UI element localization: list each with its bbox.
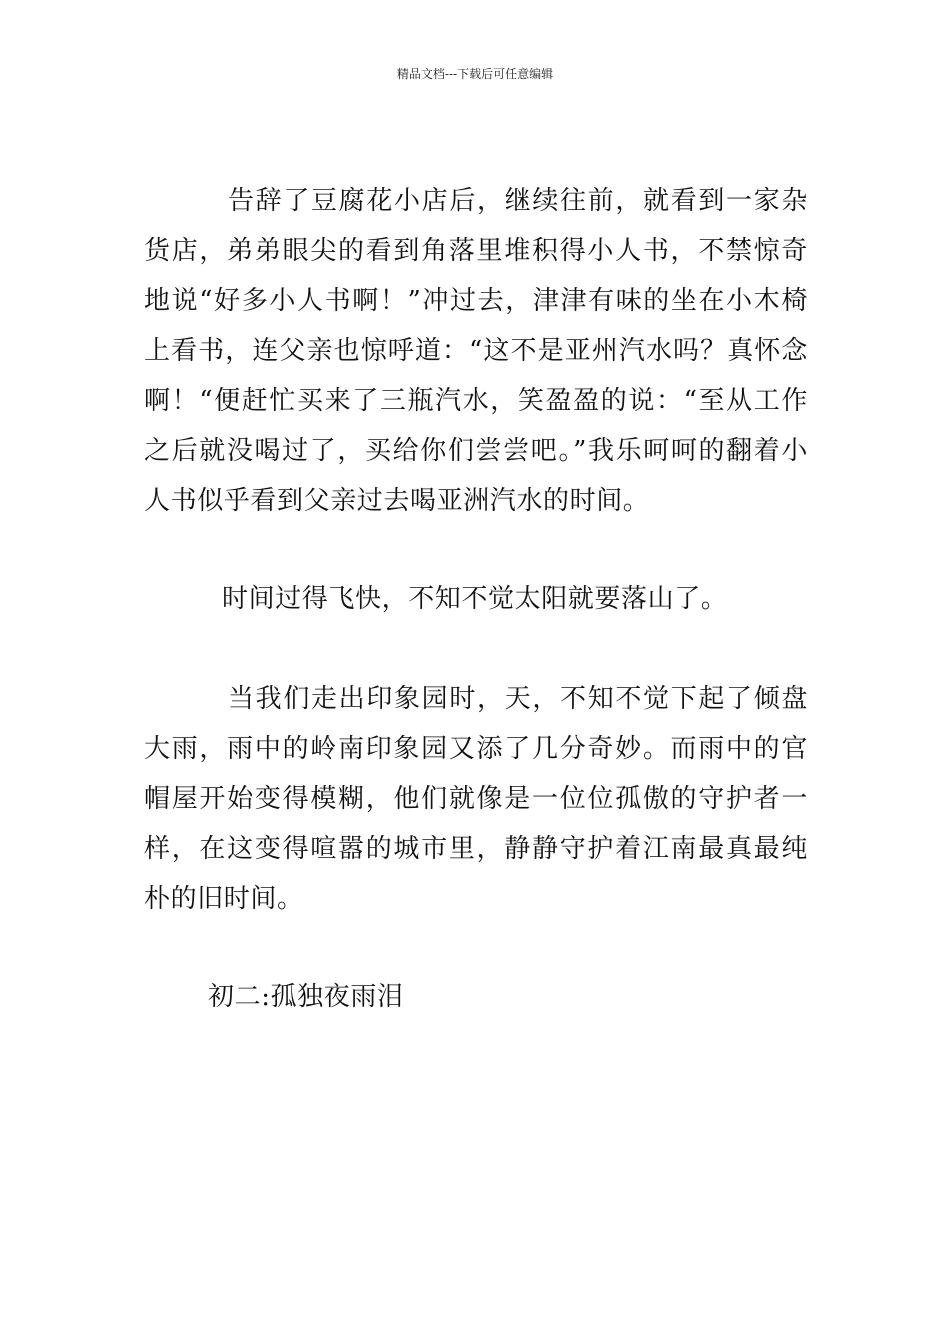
section-title: 初二:孤独夜雨泪 — [208, 982, 404, 1012]
paragraph-grocery-store: 告辞了豆腐花小店后，继续往前，就看到一家杂货店，弟弟眼尖的看到角落里堆积得小人书，不禁惊奇地说“好多小人书啊！”冲过去，津津有味的坐在小木椅上看书，连父亲也惊呼道：“这不是亚州汽水吗？真怀念啊！“便赶忙买来了三瓶汽水，笑盈盈的说：“至从工作之后就没喝过了，买给你们尝尝吧。”我乐呵呵的翻着小人书似乎看到父亲过去喝亚洲汽水的时间。 — [144, 186, 808, 516]
paragraph-rain: 当我们走出印象园时，天，不知不觉下起了倾盘大雨，雨中的岭南印象园又添了几分奇妙。而雨中的官帽屋开始变得模糊，他们就像是一位位孤傲的守护者一样，在这变得喧嚣的城市里，静静守护着江南最真最纯朴的旧时间。 — [144, 684, 808, 914]
page-header: 精品文档---下载后可任意编辑 — [396, 67, 554, 81]
paragraph-sunset: 时间过得飞快，不知不觉太阳就要落山了。 — [222, 584, 728, 614]
